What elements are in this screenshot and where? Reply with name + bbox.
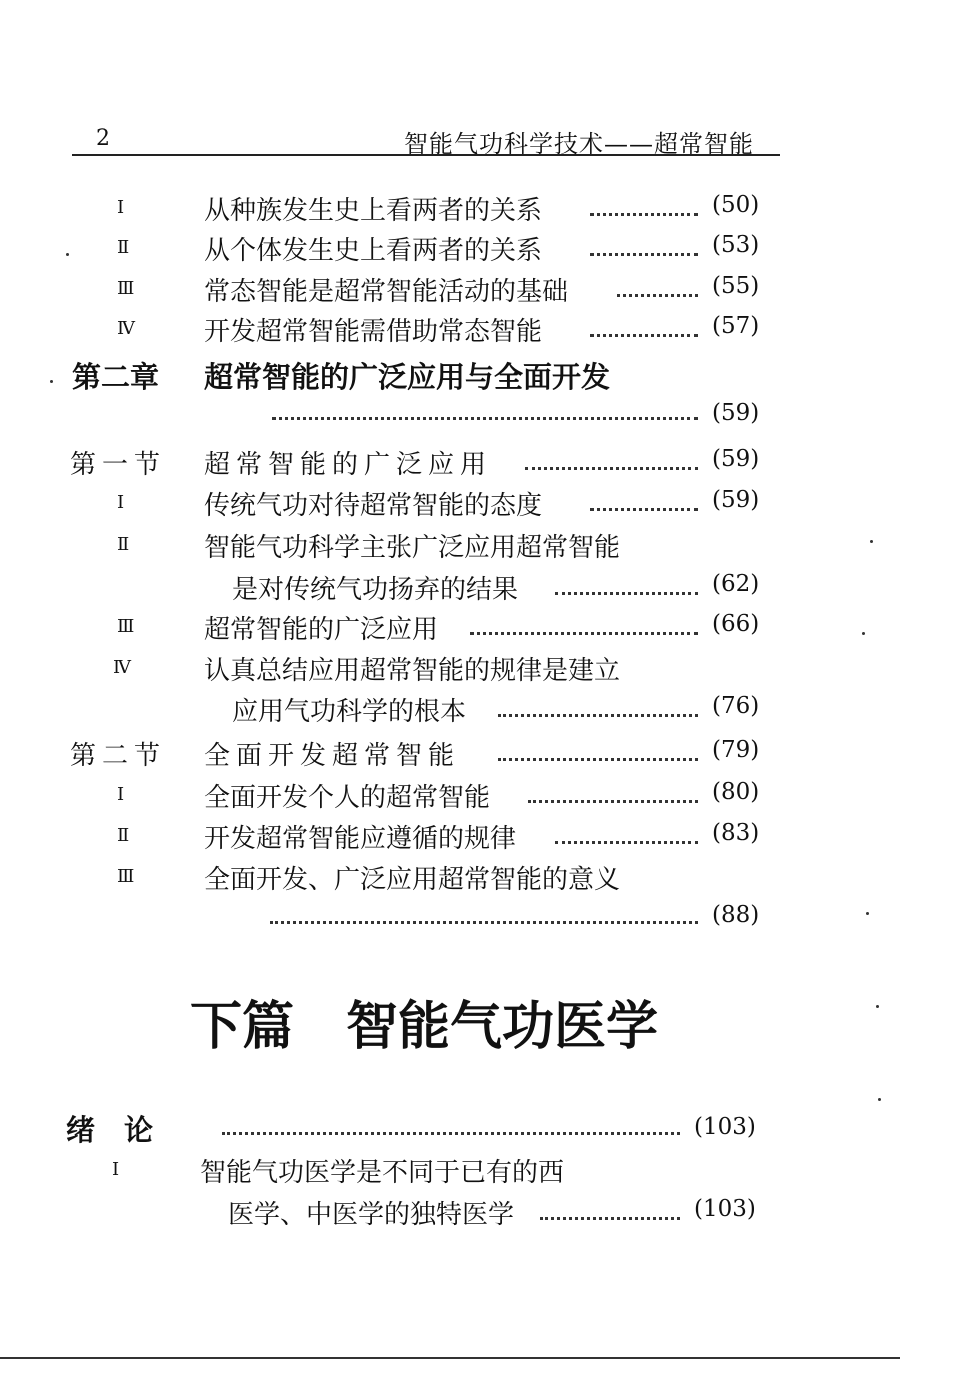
dot-leader: [270, 901, 698, 924]
dot-leader: [498, 738, 698, 761]
toc-entry: [0, 230, 972, 266]
scan-speck: [876, 1005, 879, 1008]
entry-page: (59): [712, 446, 760, 472]
entry-number: Ⅳ: [113, 657, 131, 678]
toc-section: [0, 735, 972, 771]
dot-leader: [540, 1197, 680, 1220]
entry-number: Ⅱ: [117, 825, 130, 846]
entry-page: (88): [712, 902, 760, 928]
entry-page: (50): [712, 192, 760, 218]
entry-number: Ⅱ: [117, 237, 130, 258]
toc-entry: [0, 859, 972, 939]
scan-speck: [50, 380, 53, 383]
entry-title: 智能气功科学主张广泛应用超常智能: [204, 533, 621, 563]
page-number: 2: [96, 126, 110, 151]
section-number: 第一节: [70, 450, 167, 480]
toc-entry: [0, 609, 972, 645]
dot-leader: [498, 694, 698, 717]
toc-entry: [0, 271, 972, 307]
dot-leader: [590, 233, 698, 256]
section-title: 超常智能的广泛应用: [204, 450, 493, 480]
toc-entry: [0, 1152, 972, 1232]
entry-title: 常态智能是超常智能活动的基础: [204, 277, 569, 307]
dot-leader: [272, 397, 698, 420]
dot-leader: [555, 572, 698, 595]
entry-title: 传统气功对待超常智能的态度: [204, 491, 543, 521]
entry-title-continued: 是对传统气功扬弃的结果: [232, 575, 519, 605]
entry-page: (59): [712, 487, 760, 513]
dot-leader: [590, 488, 698, 511]
entry-title: 从个体发生史上看两者的关系: [204, 236, 543, 266]
entry-number: Ⅲ: [117, 278, 135, 299]
scan-speck: [862, 632, 865, 635]
dot-leader: [590, 314, 698, 337]
entry-number: Ⅰ: [117, 197, 125, 218]
toc-entry: [0, 650, 972, 730]
scan-speck: [66, 253, 69, 256]
toc-chapter: [0, 355, 972, 435]
entry-title: 开发超常智能应遵循的规律: [204, 824, 517, 854]
entry-number: Ⅰ: [117, 784, 125, 805]
entry-page: (57): [712, 313, 760, 339]
entry-page: (66): [712, 611, 760, 637]
dot-leader: [470, 612, 698, 635]
entry-title: 从种族发生史上看两者的关系: [204, 196, 543, 226]
entry-title: 智能气功医学是不同于已有的西: [200, 1158, 565, 1188]
scan-speck: [870, 540, 873, 543]
entry-title: 全面开发、广泛应用超常智能的意义: [204, 865, 621, 895]
toc-section: [0, 444, 972, 480]
entry-title: 开发超常智能需借助常态智能: [204, 317, 543, 347]
entry-page: (103): [694, 1114, 756, 1140]
entry-title: 认真总结应用超常智能的规律是建立: [204, 656, 621, 686]
dot-leader: [590, 193, 698, 216]
toc-entry: [0, 818, 972, 854]
dot-leader: [555, 821, 698, 844]
bottom-rule: [0, 1357, 900, 1359]
entry-number: Ⅱ: [117, 534, 130, 555]
toc-entry: [0, 485, 972, 521]
section-number: 第二节: [70, 741, 167, 771]
entry-page: (53): [712, 232, 760, 258]
entry-number: Ⅲ: [117, 616, 135, 637]
entry-number: Ⅰ: [117, 492, 125, 513]
entry-page: (55): [712, 273, 760, 299]
entry-title: 全面开发个人的超常智能: [204, 783, 491, 813]
entry-page: (59): [712, 400, 760, 426]
entry-page: (80): [712, 779, 760, 805]
toc-entry: [0, 311, 972, 347]
toc-intro: [0, 1108, 972, 1147]
scan-speck: [866, 912, 869, 915]
entry-page: (76): [712, 693, 760, 719]
entry-number: Ⅰ: [112, 1159, 120, 1180]
toc-entry: [0, 777, 972, 813]
part-title: 下篇 智能气功医学: [190, 996, 659, 1057]
entry-number: Ⅲ: [117, 866, 135, 887]
toc-entry: [0, 527, 972, 607]
toc-entry: [0, 190, 972, 226]
intro-heading: 绪 论: [66, 1113, 154, 1147]
entry-title-continued: 应用气功科学的根本: [232, 697, 467, 727]
dot-leader: [528, 780, 698, 803]
entry-number: Ⅳ: [117, 318, 135, 339]
dot-leader: [617, 274, 698, 297]
entry-page: (83): [712, 820, 760, 846]
entry-title-continued: 医学、中医学的独特医学: [228, 1200, 515, 1230]
dot-leader: [525, 447, 698, 470]
running-title: 智能气功科学技术——超常智能: [404, 130, 754, 158]
scan-speck: [878, 1098, 881, 1101]
entry-page: (103): [694, 1196, 756, 1222]
entry-page: (79): [712, 737, 760, 763]
chapter-number: 第二章: [72, 360, 160, 394]
entry-page: (62): [712, 571, 760, 597]
entry-title: 超常智能的广泛应用: [204, 615, 439, 645]
chapter-title: 超常智能的广泛应用与全面开发: [204, 360, 611, 394]
dot-leader: [222, 1112, 680, 1135]
section-title: 全面开发超常智能: [204, 741, 461, 771]
